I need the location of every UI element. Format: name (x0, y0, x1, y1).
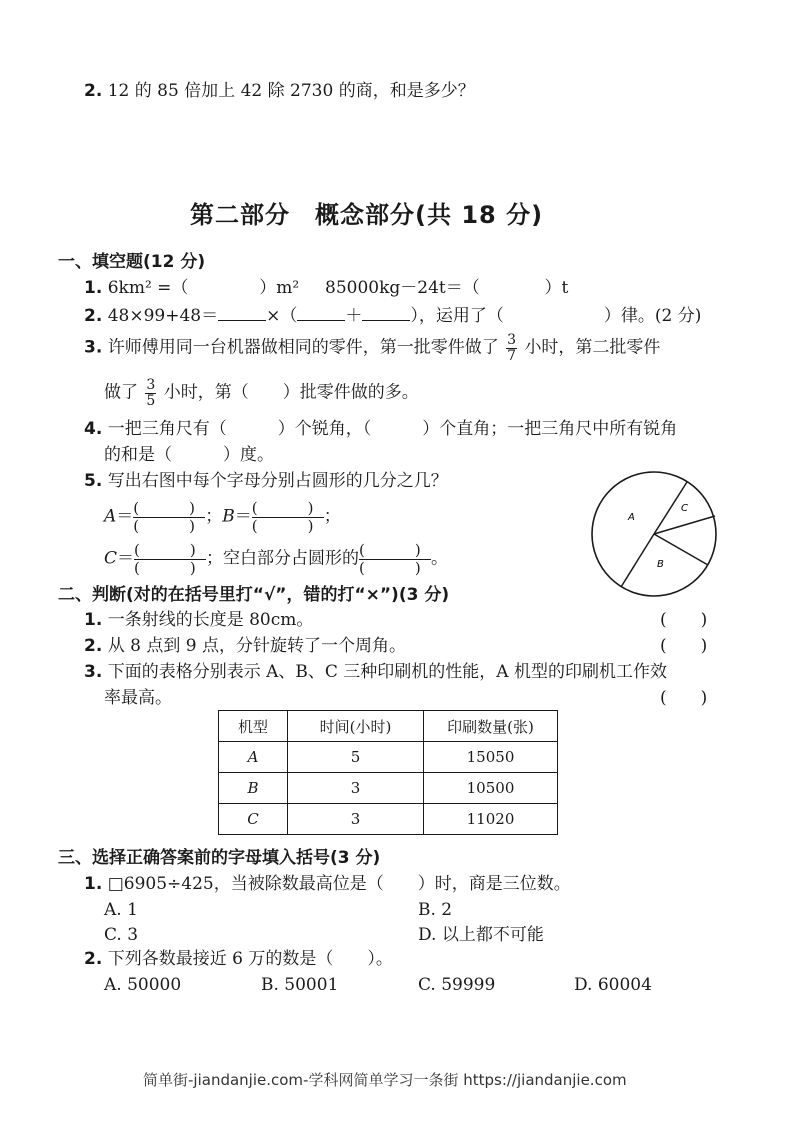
table-cell: 5 (288, 742, 424, 773)
option[interactable]: B. 2 (418, 900, 453, 920)
table-cell: 10500 (424, 773, 558, 804)
radius-line (621, 534, 654, 587)
option[interactable]: D. 以上都不可能 (418, 925, 544, 945)
choice-question-1: 1. □6905÷425，当被除数最高位是（ ）时，商是三位数。 (84, 874, 571, 894)
judge-question-2: 2. 从 8 点到 9 点，分针旋转了一个周角。 (84, 636, 406, 656)
fill-question-5: 5. 写出右图中每个字母分别占圆形的几分之几？ (84, 471, 448, 491)
table-header-row (219, 711, 558, 742)
table-cell: 15050 (424, 742, 558, 773)
answer-blank[interactable] (362, 306, 410, 321)
fraction-answer-b[interactable]: ( ) ( ) (252, 500, 324, 534)
fraction-answer-c[interactable]: ( ) ( ) (134, 542, 206, 576)
sector-label-b: B (657, 559, 664, 570)
answer-blank[interactable] (297, 306, 345, 321)
section-heading-choice: 三、选择正确答案前的字母填入括号(3 分) (58, 848, 381, 868)
option[interactable]: A. 1 (104, 900, 138, 920)
table-header: 机型 (219, 711, 288, 742)
judge-question-1: 1. 一条射线的长度是 80cm。 (84, 610, 314, 630)
table-cell: 3 (288, 773, 424, 804)
option[interactable]: D. 60004 (574, 975, 652, 995)
fill-question-2: 2. 48×99+48＝ ×（ ＋ ），运用了（ ）律。(2 分) (84, 306, 702, 326)
option[interactable]: C. 59999 (418, 975, 496, 995)
fraction-answer-a[interactable]: ( ) ( ) (133, 500, 205, 534)
table-header: 印刷数量(张) (424, 711, 558, 742)
table-cell: 3 (288, 804, 424, 835)
fraction: $\frac{3}{7}$ (507, 332, 517, 364)
answer-paren[interactable]: ( ) (660, 688, 708, 708)
table-header: 时间(小时) (288, 711, 424, 742)
sector-label-c: C (681, 503, 688, 514)
answer-paren[interactable]: ( ) (660, 610, 708, 630)
table-cell: 11020 (424, 804, 558, 835)
question-text: 12 的 85 倍加上 42 除 2730 的商，和是多少？ (107, 81, 475, 101)
fill-question-3: 3. 许师傅用同一台机器做相同的零件，第一批零件做了 $\frac{3}{7}$ 小时，第二批零件 (84, 332, 661, 364)
section-heading-fill-blank: 一、填空题(12 分) (58, 252, 206, 272)
option[interactable]: B. 50001 (261, 975, 339, 995)
fill-question-1: 1. 6km² =（ ）m² (84, 278, 300, 298)
fraction-answer-blank[interactable]: ( ) ( ) (359, 542, 431, 576)
option[interactable]: A. 50000 (104, 975, 182, 995)
fill-question-4: 4. 一把三角尺有（ ）个锐角，（ ）个直角；一把三角尺中所有锐角 (84, 419, 678, 439)
judge-question-3: 3. 下面的表格分别表示 A、B、C 三种印刷机的性能，A 机型的印刷机工作效 (84, 662, 667, 682)
top-question (84, 83, 475, 100)
table-cell: C (219, 804, 288, 835)
table-row (219, 742, 558, 773)
judge-question-3-line2: 率最高。 (104, 688, 172, 708)
fill-question-3-line2: 做了 $\frac{3}{5}$ 小时，第（ ）批零件做的多。 (104, 377, 419, 409)
fill-question-4-line2: 的和是（ ）度。 (104, 445, 274, 465)
fraction-row-ab: A＝ ( ) ( ) ；B＝ ( ) ( ) ； (104, 499, 341, 535)
printer-performance-table (218, 710, 558, 835)
section-heading-judge: 二、判断(对的在括号里打“√”，错的打“×”)(3 分) (58, 585, 450, 605)
table-row (219, 804, 558, 835)
table-cell: A (219, 742, 288, 773)
table-cell: B (219, 773, 288, 804)
answer-blank[interactable] (218, 306, 266, 321)
answer-paren[interactable]: ( ) (660, 636, 708, 656)
circle-diagram (590, 470, 720, 600)
footer-watermark: 简单街-jiandanjie.com-学科网简单学习一条街 https://jiandanjie.com (143, 1071, 627, 1089)
fraction-row-c: C＝ ( ) ( ) ；空白部分占圆形的 ( ) ( ) 。 (104, 541, 449, 577)
part-title: 第二部分 概念部分(共 18 分) (190, 201, 544, 229)
question-number: 2. (84, 81, 103, 101)
choice-question-2: 2. 下列各数最接近 6 万的数是（ ）。 (84, 949, 393, 969)
fraction: $\frac{3}{5}$ (146, 377, 156, 409)
option[interactable]: C. 3 (104, 925, 139, 945)
table-row (219, 773, 558, 804)
fill-question-1-part2: 85000kg－24t＝（ ）t (325, 278, 569, 298)
sector-label-a: A (628, 512, 635, 523)
